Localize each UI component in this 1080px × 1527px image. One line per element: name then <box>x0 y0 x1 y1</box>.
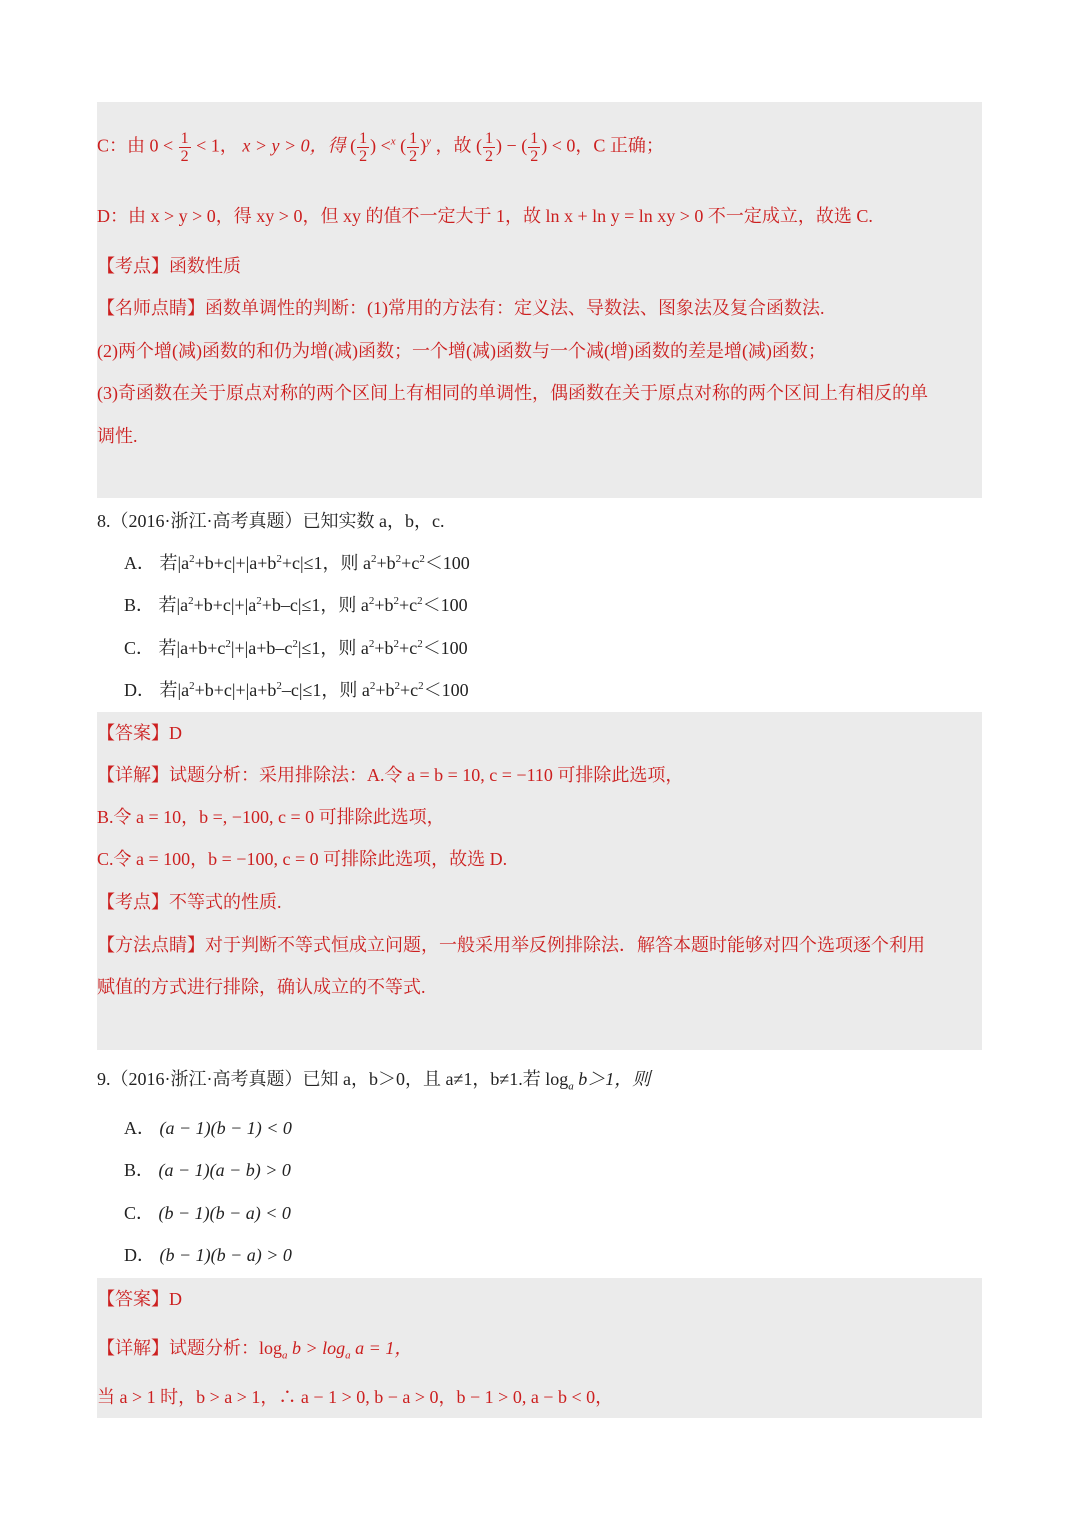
text: +b <box>375 680 395 700</box>
question-9-stem <box>97 1066 650 1092</box>
math: ) < <box>370 135 391 156</box>
detail-tag: 【详解】 <box>97 765 169 785</box>
text: +b <box>374 638 394 658</box>
question-8-stem: 8.（2016·浙江·高考真题）已知实数 a，b，c. <box>97 511 445 531</box>
text: +b+c|+|a <box>193 595 257 615</box>
text: –c|≤1，则 a <box>281 680 370 700</box>
subscript: a <box>282 1349 288 1362</box>
text: +b <box>376 553 396 573</box>
question-9-option-c <box>124 1200 291 1226</box>
numerator: 1 <box>180 130 189 147</box>
mingshi-line-3: (3)奇函数在关于原点对称的两个区间上有相同的单调性，偶函数在关于原点对称的两个区间上有相反的单 <box>97 383 928 403</box>
option-text: (b − 1)(b − a) > 0 <box>159 1245 292 1265</box>
fangfa-line-2: 赋值的方式进行排除，确认成立的不等式. <box>97 977 426 997</box>
mingshi-line-1 <box>97 295 825 321</box>
text: +c <box>399 638 418 658</box>
exponent: 2 <box>417 638 423 650</box>
text: 若|a+b+c <box>158 638 226 658</box>
question-8-option-d <box>124 677 469 703</box>
text: 若|a <box>159 553 190 573</box>
exponent: 2 <box>276 680 282 692</box>
option-label: B． <box>124 595 155 615</box>
detail-line-8-2: B.令 a = 10，b =, −100, c = 0 可排除此选项， <box>97 807 445 827</box>
detail-line-9-2: 当 a > 1 时，b > a > 1，∴ a − 1 > 0, b − a > 0，b − 1 > 0, a − b < 0， <box>97 1387 614 1407</box>
option-label: C． <box>124 638 155 658</box>
text: b > log <box>287 1338 346 1358</box>
option-c-analysis <box>97 130 664 165</box>
option-label: B． <box>124 1160 155 1180</box>
subscript: a <box>345 1349 351 1362</box>
mingshi-tag: 【名师点睛】 <box>97 298 205 318</box>
text: a = 1， <box>350 1338 413 1358</box>
text: +b–c|≤1，则 a <box>261 595 369 615</box>
option-label: A． <box>124 1118 155 1138</box>
text: +c <box>399 595 418 615</box>
text: +b+c|+|a+b <box>194 553 277 573</box>
text: |+|a+b–c <box>230 638 293 658</box>
math: x > y > 0，得 <box>242 135 346 156</box>
text: 若|a <box>158 595 189 615</box>
mingshi-line-2: (2)两个增(减)函数的和仍为增(减)函数；一个增(减)函数与一个减(增)函数的差是增(减)函数； <box>97 341 826 361</box>
denominator: 2 <box>530 148 539 165</box>
exponent: 2 <box>369 680 376 692</box>
detail-text: 试题分析：采用排除法：A.令 a = b = 10, c = −110 可排除此选项， <box>169 765 684 785</box>
text: b＞1，则 <box>573 1069 651 1089</box>
numerator: 1 <box>409 130 418 147</box>
option-d-analysis: D：由 x > y > 0，得 xy > 0，但 xy 的值不一定大于 1，故 ln x + ln y = ln xy > 0 不一定成立，故选 C. <box>97 206 873 226</box>
text: +c|≤1，则 a <box>281 553 372 573</box>
text: < 0，C 正确； <box>551 135 664 156</box>
answer-line-9 <box>97 1286 182 1312</box>
math: ( <box>476 135 483 156</box>
exponent: 2 <box>395 553 402 565</box>
option-label: A． <box>124 553 155 573</box>
detail-line-9-1 <box>97 1335 412 1361</box>
question-9-option-d <box>124 1242 292 1268</box>
exponent: 2 <box>393 595 400 607</box>
exponent: 2 <box>225 638 231 650</box>
text: 若|a <box>159 680 190 700</box>
exponent: 2 <box>419 553 425 565</box>
answer-tag: 【答案】 <box>97 723 169 743</box>
kaodian-line-8 <box>97 889 282 915</box>
option-text: (a − 1)(a − b) > 0 <box>158 1160 291 1180</box>
question-9-option-b <box>124 1157 291 1183</box>
text: +c <box>401 553 420 573</box>
detail-line-8-1 <box>97 762 683 788</box>
answer-line-8 <box>97 720 182 746</box>
kaodian-tag: 【考点】 <box>97 892 169 912</box>
denominator: 2 <box>409 148 418 165</box>
option-label: D． <box>124 680 155 700</box>
text: ＜100 <box>422 638 468 658</box>
fraction-half <box>179 130 191 165</box>
fangfa-line-1 <box>97 932 925 958</box>
kaodian-tag: 【考点】 <box>97 256 169 276</box>
exponent: 2 <box>368 595 375 607</box>
text: C：由 <box>97 135 146 156</box>
fraction-half <box>528 130 540 165</box>
question-8-option-b <box>124 592 468 618</box>
exponent: 2 <box>292 638 298 650</box>
question-8-option-c <box>124 635 468 661</box>
kaodian-text: 不等式的性质. <box>169 892 282 912</box>
question-8-option-a <box>124 550 470 576</box>
text: 9.（2016·浙江·高考真题）已知 a，b＞0，且 a≠1，b≠1.若 log <box>97 1069 569 1089</box>
exponent: 2 <box>393 638 400 650</box>
exponent: 2 <box>256 595 262 607</box>
denominator: 2 <box>485 148 494 165</box>
option-text: (b − 1)(b − a) < 0 <box>158 1203 291 1223</box>
numerator: 1 <box>485 130 494 147</box>
subscript: a <box>568 1080 574 1093</box>
math: ) <box>541 135 548 156</box>
answer-tag: 【答案】 <box>97 1289 169 1309</box>
exponent: 2 <box>189 680 195 692</box>
answer-value: D <box>169 1289 182 1309</box>
text: ，故 <box>435 135 472 156</box>
math: ) <box>420 135 427 156</box>
denominator: 2 <box>359 148 368 165</box>
kaodian-text: 函数性质 <box>169 256 241 276</box>
answer-value: D <box>169 723 182 743</box>
detail-text: 试题分析：log <box>169 1338 283 1358</box>
question-9-option-a <box>124 1115 292 1141</box>
numerator: 1 <box>530 130 539 147</box>
option-label: C． <box>124 1203 155 1223</box>
exponent: 2 <box>188 595 194 607</box>
text: +b+c|+|a+b <box>194 680 277 700</box>
denominator: 2 <box>180 148 189 165</box>
fangfa-text: 对于判断不等式恒成立问题，一般采用举反例排除法．解答本题时能够对四个选项逐个利用 <box>205 935 925 955</box>
kaodian-line <box>97 253 241 279</box>
option-label: D． <box>124 1245 155 1265</box>
exponent: 2 <box>418 680 424 692</box>
math: < 1， <box>196 135 238 156</box>
math: ( <box>521 135 528 156</box>
exponent: 2 <box>417 595 423 607</box>
mingshi-text: 函数单调性的判断：(1)常用的方法有：定义法、导数法、图象法及复合函数法. <box>205 298 825 318</box>
fraction-half <box>407 130 419 165</box>
fraction-half <box>357 130 369 165</box>
text: +b <box>374 595 394 615</box>
math: ( <box>400 135 407 156</box>
text: |≤1，则 a <box>297 638 369 658</box>
exponent: x <box>390 135 396 148</box>
exponent: 2 <box>276 553 282 565</box>
detail-tag: 【详解】 <box>97 1338 169 1358</box>
exponent: y <box>426 135 432 148</box>
option-text: (a − 1)(b − 1) < 0 <box>159 1118 292 1138</box>
numerator: 1 <box>359 130 368 147</box>
fangfa-tag: 【方法点睛】 <box>97 935 205 955</box>
fraction-half <box>483 130 495 165</box>
mingshi-line-4: 调性. <box>97 426 138 446</box>
text: ＜100 <box>423 680 469 700</box>
text: ＜100 <box>422 595 468 615</box>
exponent: 2 <box>394 680 401 692</box>
text: ＜100 <box>424 553 470 573</box>
text: +c <box>400 680 419 700</box>
exponent: 2 <box>368 638 375 650</box>
detail-line-8-3: C.令 a = 100，b = −100, c = 0 可排除此选项，故选 D. <box>97 849 508 869</box>
exponent: 2 <box>189 553 195 565</box>
math: ( <box>350 135 357 156</box>
math: 0 < <box>149 135 174 156</box>
exponent: 2 <box>371 553 377 565</box>
math: ) − <box>496 135 517 156</box>
